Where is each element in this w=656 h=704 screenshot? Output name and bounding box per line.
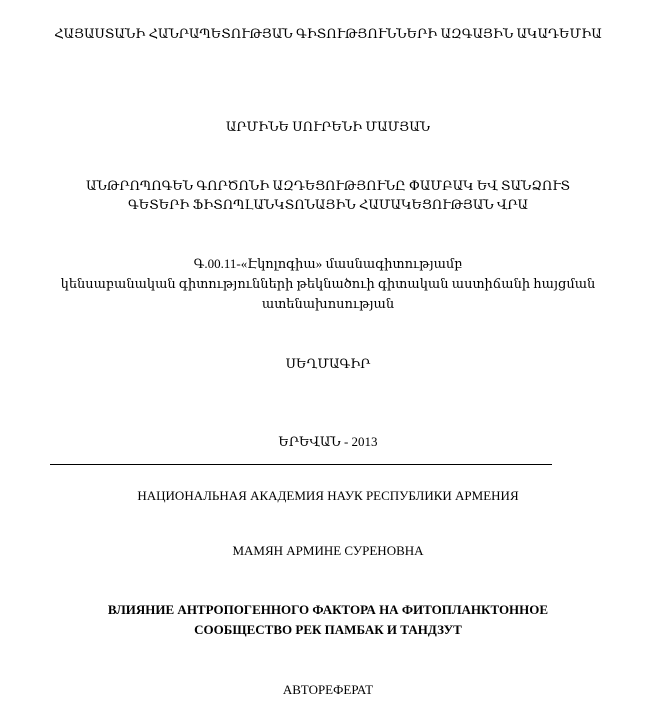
russian-title-line-2: СООБЩЕСТВО РЕК ПАМБАК И ТАНДЗУТ [194,622,462,637]
russian-title-line-1: ВЛИЯНИЕ АНТРОПОГЕННОГО ФАКТОРА НА ФИТОПЛАНКТОННОЕ [107,602,549,617]
russian-author-name: МАМЯН АРМИНЕ СУРЕНОВНА [232,543,424,558]
armenian-title-line-1: ԱՆԹՐՈՊՈԳԵՆ ԳՈՐԾՈՆԻ ԱԶԴԵՑՈՒԹՅՈՒՆԸ ՓԱՄԲԱԿ ԵՎ ՏԱՆՁՈՒՏ [85,178,571,193]
armenian-academy-heading: ՀԱՅԱՍՏԱՆԻ ՀԱՆՐԱՊԵՏՈՒԹՅԱՆ ԳԻՏՈՒԹՅՈՒՆՆԵՐԻ ԱԶԳԱՅԻՆ ԱԿԱԴԵՄԻԱ [54,26,602,41]
russian-academy-heading: НАЦИОНАЛЬНАЯ АКАДЕМИЯ НАУК РЕСПУБЛИКИ АРМЕНИЯ [137,488,519,503]
armenian-author-name: ԱՐՄԻՆԵ ՍՈՒՐԵՆԻ ՄԱՄՅԱՆ [225,119,431,134]
section-divider [50,464,552,465]
armenian-city-year: ԵՐԵՎԱՆ - 2013 [278,434,378,449]
armenian-document-type: ՍԵՂՄԱԳԻՐ [285,356,371,371]
armenian-title-line-2: ԳԵՏԵՐԻ ՖԻՏՈՊԼԱՆԿՏՈՆԱՅԻՆ ՀԱՄԱԿԵՑՈՒԹՅԱՆ ՎՐԱ [128,197,528,212]
armenian-specialty-line-2: կենսաբանական գիտությունների թեկնածուի գիտական աստիճանի հայցման [60,276,596,291]
russian-document-type: АВТОРЕФЕРАТ [282,682,374,697]
armenian-specialty-line-1: Գ.00.11-«Էկոլոգիա» մասնագիտությամբ [193,256,463,271]
armenian-specialty-line-3: ատենախոսության [261,296,395,311]
